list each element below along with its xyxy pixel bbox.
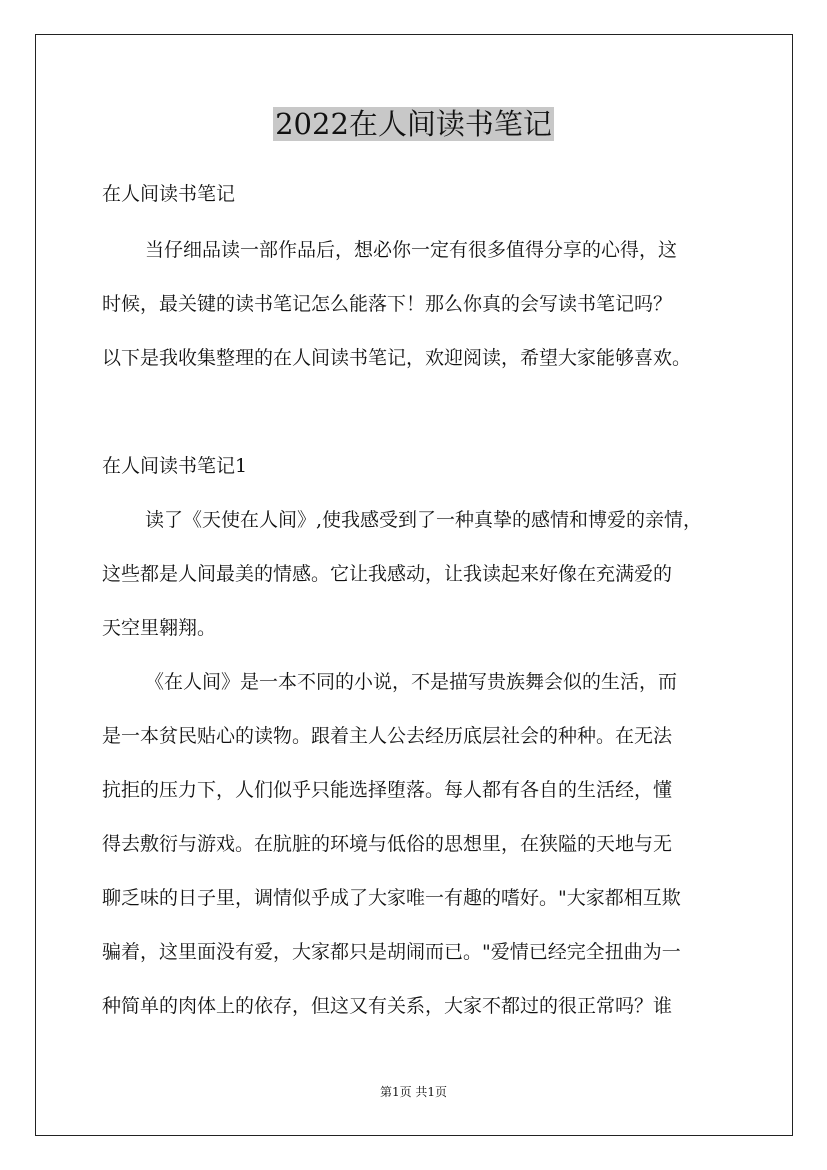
title-text: 2022在人间读书笔记 — [275, 107, 552, 141]
paragraph-line: 天空里翱翔。 — [102, 617, 217, 639]
paragraph-line: 种简单的肉体上的依存，但这又有关系，大家不都过的很正常吗？谁 — [102, 995, 673, 1017]
paragraph-line: 读了《天使在人间》,使我感受到了一种真挚的感情和博爱的亲情， — [145, 509, 703, 531]
paragraph-line: 这些都是人间最美的情感。它让我感动，让我读起来好像在充满爱的 — [102, 563, 673, 585]
paragraph-line: 时候，最关键的读书笔记怎么能落下！那么你真的会写读书笔记吗？ — [102, 293, 673, 315]
paragraph-line: 当仔细品读一部作品后，想必你一定有很多值得分享的心得，这 — [145, 239, 678, 261]
paragraph-line: 是一本贫民贴心的读物。跟着主人公去经历底层社会的种种。在无法 — [102, 725, 673, 747]
section-heading: 在人间读书笔记 — [102, 183, 236, 205]
document-title — [0, 104, 827, 144]
paragraph-line: 得去敷衍与游戏。在肮脏的环境与低俗的思想里，在狭隘的天地与无 — [102, 833, 673, 855]
paragraph-line: 抗拒的压力下，人们似乎只能选择堕落。每人都有各自的生活经，懂 — [102, 779, 673, 801]
paragraph-line: 骗着，这里面没有爱，大家都只是胡闹而已。"爱情已经完全扭曲为一 — [102, 941, 681, 963]
paragraph-line: 以下是我收集整理的在人间读书笔记，欢迎阅读，希望大家能够喜欢。 — [102, 347, 692, 369]
paragraph-line: 《在人间》是一本不同的小说，不是描写贵族舞会似的生活，而 — [145, 671, 678, 693]
section-heading: 在人间读书笔记1 — [102, 455, 248, 477]
paragraph-line: 聊乏味的日子里，调情似乎成了大家唯一有趣的嗜好。"大家都相互欺 — [102, 887, 681, 909]
page-footer: 第1页 共1页 — [379, 1085, 448, 1099]
